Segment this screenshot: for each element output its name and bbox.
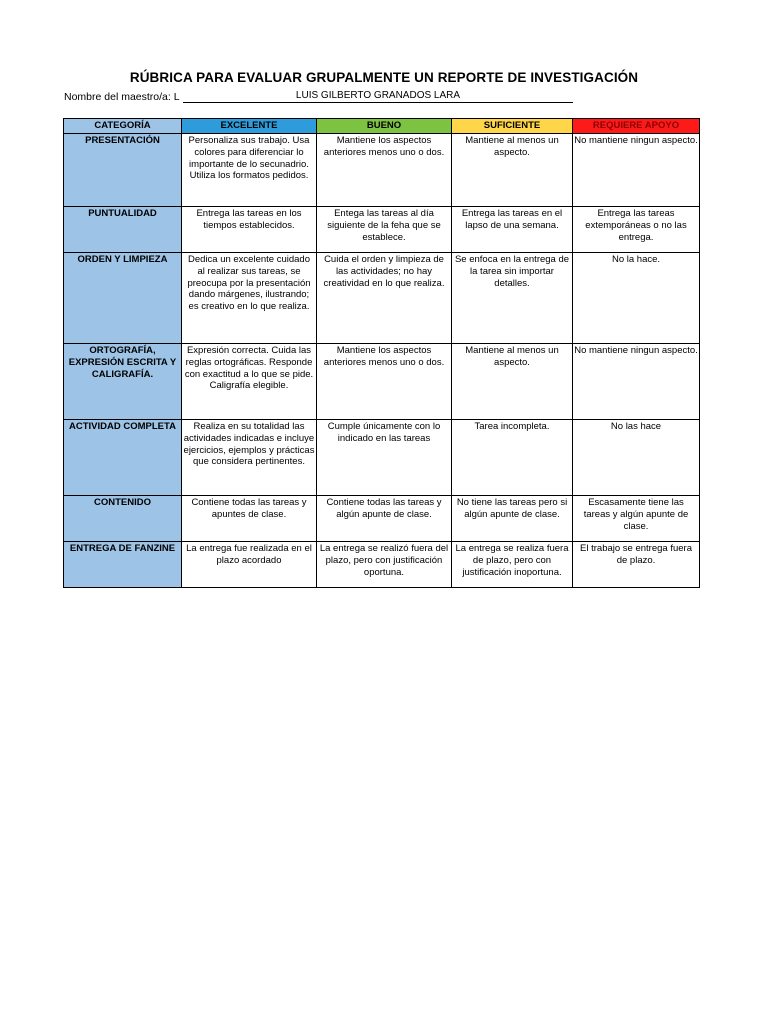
- header-good: BUENO: [317, 119, 452, 134]
- cell-needs-support: Entrega las tareas extemporáneas o no las entrega.: [573, 207, 700, 253]
- header-sufficient: SUFICIENTE: [452, 119, 573, 134]
- cell-excellent: La entrega fue realizada en el plazo acordado: [182, 542, 317, 588]
- document-title: RÚBRICA PARA EVALUAR GRUPALMENTE UN REPORTE DE INVESTIGACIÓN: [129, 70, 639, 85]
- row-category: ORDEN Y LIMPIEZA: [64, 253, 182, 344]
- header-excellent: EXCELENTE: [182, 119, 317, 134]
- cell-excellent: Expresión correcta. Cuida las reglas ortográficas. Responde con exactitud a lo que se pide. Caligrafía elegible.: [182, 344, 317, 420]
- row-category: ENTREGA DE FANZINE: [64, 542, 182, 588]
- cell-needs-support: El trabajo se entrega fuera de plazo.: [573, 542, 700, 588]
- cell-needs-support: No mantiene ningun aspecto.: [573, 344, 700, 420]
- cell-excellent: Personaliza sus trabajo. Usa colores para diferenciar lo importante de lo secunadrio. Utiliza los formatos pedidos.: [182, 134, 317, 207]
- row-category: PUNTUALIDAD: [64, 207, 182, 253]
- cell-needs-support: No la hace.: [573, 253, 700, 344]
- teacher-label: Nombre del maestro/a: L: [64, 91, 180, 103]
- cell-sufficient: Se enfoca en la entrega de la tarea sin importar detalles.: [452, 253, 573, 344]
- cell-good: Contiene todas las tareas y algún apunte de clase.: [317, 496, 452, 542]
- cell-sufficient: Mantiene al menos un aspecto.: [452, 344, 573, 420]
- table-row: [64, 496, 700, 542]
- table-row: [64, 207, 700, 253]
- cell-sufficient: Mantiene al menos un aspecto.: [452, 134, 573, 207]
- cell-excellent: Contiene todas las tareas y apuntes de clase.: [182, 496, 317, 542]
- table-row: [64, 420, 700, 496]
- cell-sufficient: La entrega se realiza fuera de plazo, pero con justificación inoportuna.: [452, 542, 573, 588]
- teacher-name-field: LUIS GILBERTO GRANADOS LARA: [183, 90, 573, 103]
- table-row: [64, 344, 700, 420]
- rubric-header-row: [64, 119, 700, 134]
- cell-sufficient: Entrega las tareas en el lapso de una semana.: [452, 207, 573, 253]
- header-category: CATEGORÍA: [64, 119, 182, 134]
- cell-excellent: Dedica un excelente cuidado al realizar sus tareas, se preocupa por la presentación dando márgenes, ilustrando; es creativo en lo que realiza.: [182, 253, 317, 344]
- row-category: PRESENTACIÓN: [64, 134, 182, 207]
- cell-good: Mantiene los aspectos anteriores menos uno o dos.: [317, 344, 452, 420]
- table-row: [64, 253, 700, 344]
- cell-needs-support: No mantiene ningun aspecto.: [573, 134, 700, 207]
- cell-sufficient: No tiene las tareas pero si algún apunte de clase.: [452, 496, 573, 542]
- cell-sufficient: Tarea incompleta.: [452, 420, 573, 496]
- cell-needs-support: Escasamente tiene las tareas y algún apunte de clase.: [573, 496, 700, 542]
- cell-excellent: Entrega las tareas en los tiempos establecidos.: [182, 207, 317, 253]
- cell-good: La entrega se realizó fuera del plazo, pero con justificación oportuna.: [317, 542, 452, 588]
- table-row: [64, 542, 700, 588]
- row-category: ORTOGRAFÍA, EXPRESIÓN ESCRITA Y CALIGRAFÍA.: [64, 344, 182, 420]
- cell-good: Entega las tareas al día siguiente de la feha que se establece.: [317, 207, 452, 253]
- header-needs-support: REQUIERE APOYO: [573, 119, 700, 134]
- cell-good: Cuida el orden y limpieza de las actividades; no hay creatividad en lo que realiza.: [317, 253, 452, 344]
- row-category: CONTENIDO: [64, 496, 182, 542]
- cell-good: Mantiene los aspectos anteriores menos uno o dos.: [317, 134, 452, 207]
- cell-excellent: Realiza en su totalidad las actividades indicadas e incluye ejercicios, ejemplos y prácticas que considera pertinentes.: [182, 420, 317, 496]
- row-category: ACTIVIDAD COMPLETA: [64, 420, 182, 496]
- cell-needs-support: No las hace: [573, 420, 700, 496]
- table-row: [64, 134, 700, 207]
- cell-good: Cumple únicamente con lo indicado en las tareas: [317, 420, 452, 496]
- rubric-table: [63, 118, 700, 588]
